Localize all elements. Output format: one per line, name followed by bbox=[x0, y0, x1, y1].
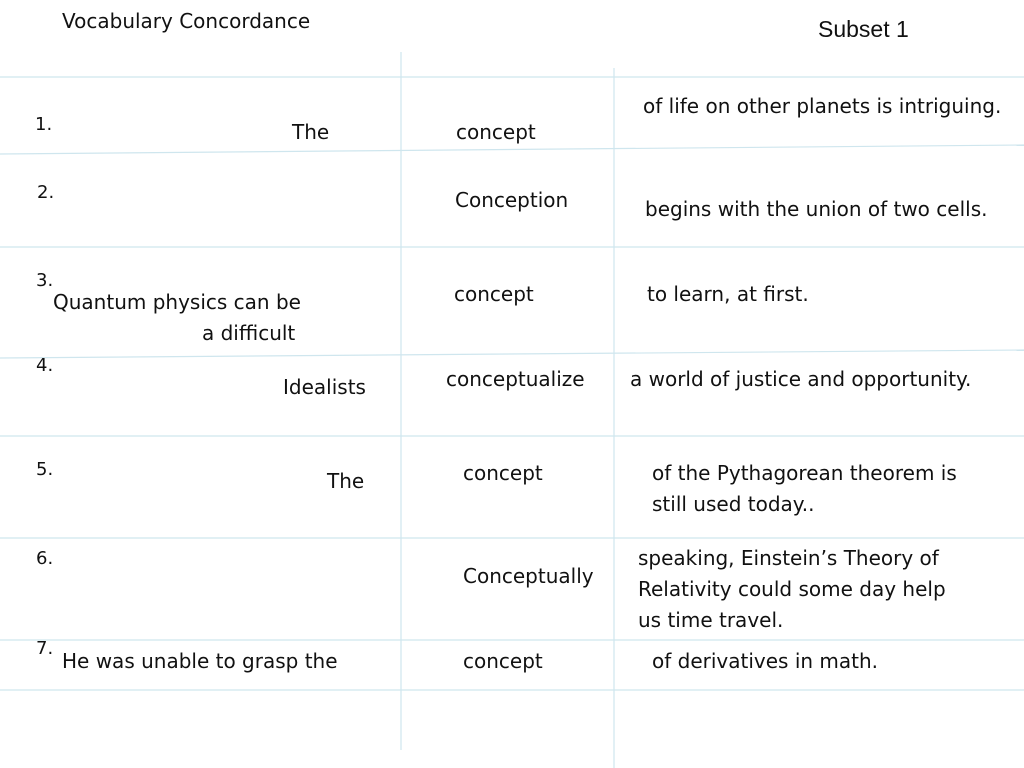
left-context: The bbox=[292, 120, 330, 144]
right-context-line: still used today.. bbox=[652, 492, 815, 516]
keyword: concept bbox=[454, 282, 534, 306]
right-context-line: speaking, Einstein’s Theory of bbox=[638, 546, 939, 570]
keyword: Conceptually bbox=[463, 564, 594, 588]
right-context: of derivatives in math. bbox=[652, 649, 879, 673]
row-number: 7. bbox=[36, 638, 54, 659]
left-context: He was unable to grasp the bbox=[62, 649, 338, 673]
subset-label: Subset 1 bbox=[818, 16, 909, 42]
right-context: begins with the union of two cells. bbox=[645, 197, 988, 221]
right-context-line: of the Pythagorean theorem is bbox=[652, 461, 957, 485]
row-number: 4. bbox=[36, 355, 54, 376]
right-context: of life on other planets is intriguing. bbox=[643, 94, 1002, 118]
page-title: Vocabulary Concordance bbox=[62, 9, 311, 33]
right-context: a world of justice and opportunity. bbox=[630, 367, 972, 391]
left-context: Idealists bbox=[283, 375, 366, 399]
keyword: concept bbox=[463, 649, 543, 673]
left-context-line: Quantum physics can be bbox=[53, 290, 301, 314]
row-number: 6. bbox=[36, 548, 54, 569]
right-context: to learn, at first. bbox=[647, 282, 809, 306]
left-context: The bbox=[327, 469, 365, 493]
keyword: conceptualize bbox=[446, 367, 585, 391]
row-number: 3. bbox=[36, 270, 54, 291]
keyword: concept bbox=[456, 120, 536, 144]
keyword: concept bbox=[463, 461, 543, 485]
right-context-line: Relativity could some day help bbox=[638, 577, 946, 601]
row-number: 1. bbox=[35, 114, 53, 135]
keyword: Conception bbox=[455, 188, 569, 212]
row-number: 2. bbox=[37, 182, 55, 203]
right-context-line: us time travel. bbox=[638, 608, 784, 632]
grid-line bbox=[0, 350, 1024, 358]
left-context-line: a difficult bbox=[202, 321, 296, 345]
row-number: 5. bbox=[36, 459, 54, 480]
